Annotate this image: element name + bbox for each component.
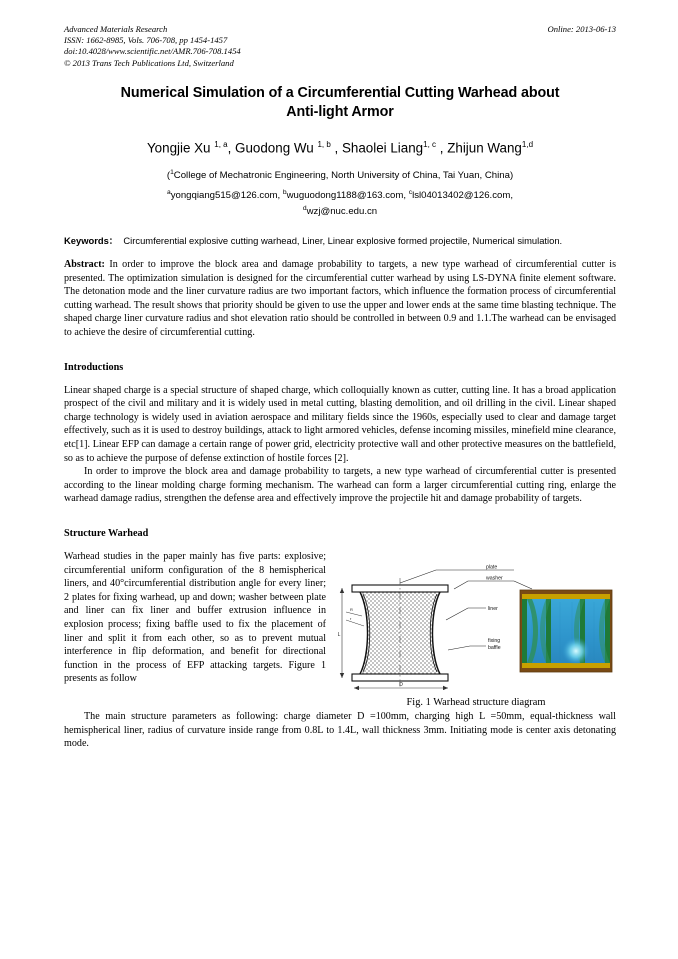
label-fixing-baffle-line1: fixing (488, 638, 501, 645)
keywords-text: Circumferential explosive cutting warhead, Liner, Linear explosive formed projectile, Numerical simulation. (123, 235, 563, 247)
structure-paragraph-2: The main structure parameters as following: charge diameter D =100mm, charging high L =50mm, equal-thickness wall hemispherical liner, radius of curvature inside range from 0.8L to 1.4L, wall thickness 3mm. Initiating mode is center axis detonating mode. (64, 711, 616, 750)
journal-name: Advanced Materials Research (64, 24, 168, 34)
affiliation (64, 166, 616, 182)
intro-paragraph-1: Linear shaped charge is a special structure of shaped charge, which colloquially known as cutter, cutting line. It has a broad application prospect of the civil and military and it is widely used in metal cutting, blasting demolition, and oil drilling in the civil. Linear shaped charge technology is widely used in aviation aerospace and military fields since the 1960s, especially used to clear and damage target effectively, such as it is used to destroy buildings, attack to light armored vehicles, defense incoming missiles, minefield mine clearance, etc[1]. Linear EFP can damage a certain range of power grid, electricity protective wall and other protective measures on the battlefield, so as to achieve the purpose of defense extinction of hostile forces [2]. (64, 384, 616, 464)
author-sep-2: , (330, 140, 342, 156)
affiliation-marker: 1 (170, 169, 174, 177)
abstract-text: In order to improve the block area and damage probability to targets, a new type warhead of circumferential cutter is presented. The optimization simulation is designed for the circumferential cutter warhead by using LS-DYNA finite element software. The detonation mode and the liner curvature radius are two important factors, which influence the formation process of circumferential cutting warhead. The result shows that priority should be given to use the upper and lower ends at the same time blasting technique. The shaped charge liner curvature radius and shot elevation ratio should be controlled in between 0.9 and 1.1.The warhead can be envisaged to achieve the desire of circumferential cutting. (64, 259, 616, 338)
label-fixing-baffle-line2: baffle (488, 645, 501, 652)
email-3-marker: c (408, 188, 413, 196)
keywords-block (64, 234, 616, 247)
label-plate: plate (486, 564, 498, 571)
author-4-name: Zhijun Wang (447, 140, 522, 156)
journal-issn: ISSN: 1662-8985, Vols. 706-708, pp 1454-1457 (64, 35, 228, 46)
author-list (64, 136, 616, 157)
email-3: lsl04013402@126.com, (412, 189, 514, 201)
email-1: yongqiang515@126.com, (170, 189, 283, 201)
section-heading-introductions: Introductions (64, 361, 124, 373)
author-emails (64, 186, 616, 218)
author-1-name: Yongjie Xu (146, 140, 211, 156)
author-4-affil-marker: 1,d (521, 140, 534, 149)
author-sep-3: , (436, 140, 448, 156)
author-2-affil-marker: 1, b (317, 140, 331, 149)
keywords-label: Keywords： (64, 235, 119, 247)
structure-paragraph-1: Warhead studies in the paper mainly has five parts: explosive; circumferential uniform configuration of the 8 hemispherical liners, and 40°circumferential distribution angle for every liner; 2 plates for fixing warhead, up and down; washer between plate and liner can fix liner and buffer extrusion influence in explosion process; fixing baffle used to fix the placement of liner and split it from each other, so as to prevent mutual interference in flip deformation, and benefit for directional function in the process of EFP attacking targets. Figure 1 presents as follow (64, 551, 326, 685)
email-4-marker: d (302, 204, 307, 212)
figure-text-wrap (64, 550, 616, 710)
journal-copyright: © 2013 Trans Tech Publications Ltd, Switzerland (64, 57, 234, 68)
author-3-affil-marker: 1, c (423, 140, 437, 149)
email-1-marker: a (166, 188, 171, 196)
author-3-name: Shaolei Liang (341, 140, 424, 156)
warhead-cross-section (338, 578, 450, 690)
figure-caption: Fig. 1 Warhead structure diagram (406, 697, 546, 709)
dimension-label-R: R (350, 607, 353, 613)
abstract-label: Abstract: (64, 259, 105, 271)
journal-doi: doi:10.4028/www.scientific.net/AMR.706-708.1454 (64, 46, 241, 57)
online-date: Online: 2013-06-13 (547, 24, 616, 34)
label-washer: washer (486, 575, 503, 582)
email-2-marker: b (282, 188, 287, 196)
journal-header-left (64, 24, 464, 69)
label-liner: liner (488, 606, 498, 613)
warhead-fe-model (520, 590, 612, 672)
affiliation-paren: ( (166, 170, 171, 182)
dimension-label-L: L (337, 632, 341, 639)
affiliation-text: College of Mechatronic Engineering, North University of China, Tai Yuan, China) (173, 170, 514, 182)
title-line-1: Numerical Simulation of a Circumferential Cutting Warhead about (120, 85, 560, 101)
dimension-label-D: D (399, 682, 403, 689)
author-2-name: Guodong Wu (235, 140, 314, 156)
figure-1 (336, 550, 616, 710)
email-4: wzj@nuc.edu.cn (306, 206, 378, 218)
author-1-affil-marker: 1, a (214, 140, 228, 149)
page-content (64, 24, 616, 761)
page-title (64, 84, 616, 122)
section-heading-structure-warhead: Structure Warhead (64, 527, 149, 539)
title-line-2: Anti-light Armor (286, 104, 394, 120)
warhead-structure-diagram (336, 550, 616, 690)
email-2: wuguodong1188@163.com, (286, 189, 409, 201)
dimension-label-r: r (350, 616, 352, 622)
intro-paragraph-2: In order to improve the block area and damage probability to targets, a new type warhead of circumferential cutter is presented according to the linear molding charge forming mechanism. The warhead can form a larger circumferential cutting ring, enlarge the warhead damage radius, strengthen the defense area and effectively improve the projectile hit and damage probability of targets. (64, 466, 616, 505)
author-sep-1: , (227, 140, 236, 156)
abstract-block (64, 258, 616, 340)
journal-header (64, 24, 616, 74)
